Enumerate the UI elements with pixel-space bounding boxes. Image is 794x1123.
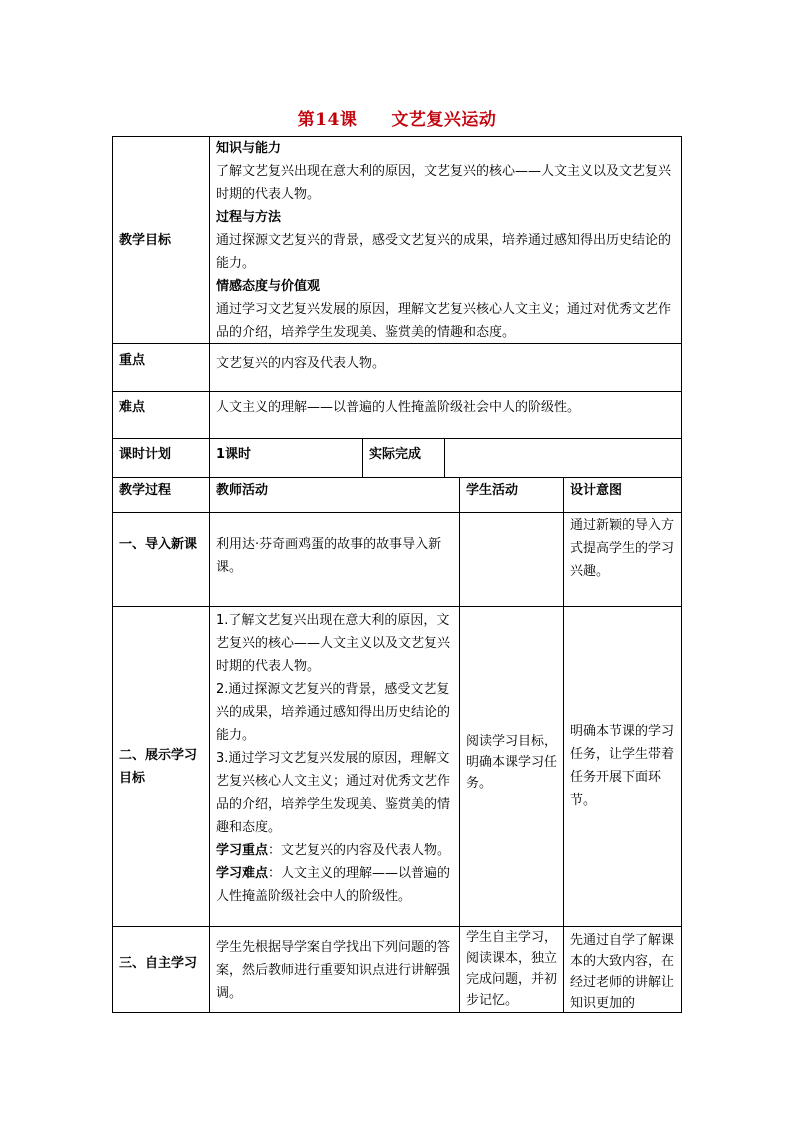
process-header-row	[112, 477, 682, 512]
header-intent: 设计意图	[563, 478, 681, 512]
objectives-text-attitude: 通过学习文艺复兴发展的原因，理解文艺复兴核心人文主义；通过对优秀文艺作品的介绍，培养学生发现美、鉴赏美的情趣和态度。	[216, 302, 672, 340]
objectives-text-process: 通过探源文艺复兴的背景，感受文艺复兴的成果，培养通过感知得出历史结论的能力。	[216, 233, 672, 271]
goal-key	[216, 839, 453, 862]
objectives-heading-attitude: 情感态度与价值观	[216, 279, 321, 294]
actual-value	[444, 439, 681, 477]
schedule-value: 1课时	[209, 439, 362, 477]
step-process-intro: 一、导入新课	[119, 537, 198, 552]
step-teacher-intro: 利用达·芬奇画鸡蛋的故事的故事导入新课。	[209, 513, 459, 606]
schedule-row	[112, 438, 682, 477]
page-title	[0, 105, 794, 130]
step-teacher-goals	[209, 607, 459, 926]
schedule-label: 课时计划	[119, 447, 172, 462]
objectives-text-knowledge: 了解文艺复兴出现在意大利的原因，文艺复兴的核心——人文主义以及文艺复兴时期的代表人物。	[216, 164, 672, 202]
objectives-heading-knowledge: 知识与能力	[216, 141, 282, 156]
goal-difficulty-label: 学习难点	[216, 866, 269, 881]
step-intent-goals: 明确本节课的学习任务，让学生带着任务开展下面环节。	[563, 607, 681, 926]
step-student-goals: 阅读学习目标，明确本课学习任务。	[459, 607, 563, 926]
step-student-intro	[459, 513, 563, 606]
objectives-label: 教学目标	[119, 232, 172, 248]
objectives-heading-process: 过程与方法	[216, 210, 282, 225]
header-teacher: 教师活动	[209, 478, 459, 512]
header-process: 教学过程	[119, 483, 172, 498]
step-student-self-study: 学生自主学习，阅读课本，独立完成问题，并初步记忆。	[459, 927, 563, 1012]
difficulty-text: 人文主义的理解——以普遍的人性掩盖阶级社会中人的阶级性。	[209, 392, 681, 438]
goal-difficulty-text: ：人文主义的理解——以普遍的人性掩盖阶级社会中人的阶级性。	[216, 866, 451, 904]
lesson-plan-table	[112, 136, 682, 1013]
step-teacher-self-study: 学生先根据导学案自学找出下列问题的答案，然后教师进行重要知识点进行讲解强调。	[209, 927, 459, 1012]
step-intent-intro: 通过新颖的导入方式提高学生的学习兴趣。	[563, 513, 681, 606]
key-point-text: 文艺复兴的内容及代表人物。	[209, 344, 681, 391]
goal-difficulty	[216, 862, 453, 908]
step-process-self-study: 三、自主学习	[119, 956, 198, 971]
objectives-row	[112, 136, 682, 343]
key-point-label: 重点	[119, 353, 146, 368]
lesson-number: 第14课	[297, 110, 358, 130]
step-row-self-study	[112, 926, 682, 1013]
step-process-goals: 二、展示学习目标	[119, 747, 198, 786]
header-student: 学生活动	[459, 478, 563, 512]
step-row-goals	[112, 606, 682, 926]
goal-item-2: 2.通过探源文艺复兴的背景，感受文艺复兴的成果，培养通过感知得出历史结论的能力。	[216, 682, 451, 743]
difficulty-row	[112, 391, 682, 438]
step-intent-self-study: 先通过自学了解课本的大致内容，在经过老师的讲解让知识更加的	[563, 927, 681, 1012]
goal-item-1: 1.了解文艺复兴出现在意大利的原因，文艺复兴的核心——人文主义以及文艺复兴时期的代表人物。	[216, 613, 451, 674]
goal-key-label: 学习重点	[216, 843, 269, 858]
difficulty-label: 难点	[119, 400, 146, 415]
goal-item-3: 3.通过学习文艺复兴发展的原因，理解文艺复兴核心人文主义；通过对优秀文艺作品的介绍，培养学生发现美、鉴赏美的情趣和态度。	[216, 751, 451, 835]
objectives-content	[209, 137, 681, 343]
step-row-intro	[112, 512, 682, 606]
key-point-row	[112, 343, 682, 391]
lesson-name: 文艺复兴运动	[391, 110, 497, 130]
actual-label: 实际完成	[362, 439, 444, 477]
goal-key-text: ：文艺复兴的内容及代表人物。	[268, 843, 451, 858]
